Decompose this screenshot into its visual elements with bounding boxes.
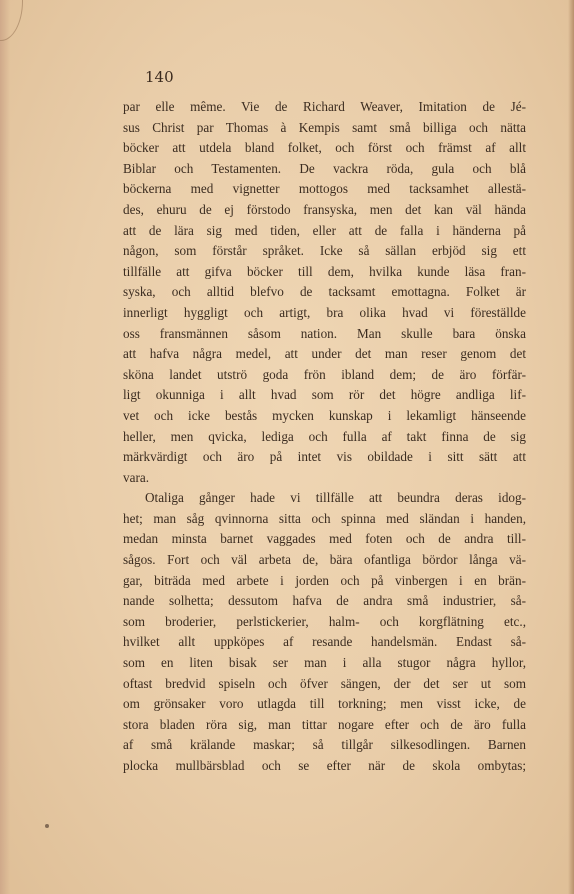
text-line: böcker att utdela bland folket, och först och främst af allt — [123, 140, 526, 156]
text-line: af små krälande maskar; så tillgår silkesodlingen. Barnen — [123, 737, 526, 753]
ink-speck — [45, 824, 49, 828]
text-line: par elle même. Vie de Richard Weaver, Imitation de Jé- — [123, 99, 526, 114]
text-line: någon, som förstår språket. Icke så sällan erbjöd sig ett — [123, 243, 526, 259]
text-line: vara. — [123, 469, 149, 485]
text-line: vet och icke bestås mycken kunskap i lekamligt hänseende — [123, 407, 526, 423]
text-line: des, ehuru de ej förstodo fransyska, men det kan väl hända — [123, 201, 526, 217]
text-line: tillfälle att gifva böcker till dem, hvilka kunde läsa fran- — [123, 263, 526, 279]
page-number: 140 — [145, 68, 174, 86]
text-line: innerligt hyggligt och artigt, bra olika hvad vi föreställde — [123, 304, 526, 320]
text-line: sköna landet utströ goda frön ibland dem; de äro förfär- — [123, 366, 526, 382]
text-line: stora bladen röra sig, man tittar nogare efter och de äro fulla — [123, 716, 526, 732]
text-line: hvilket allt uppköpes af resande handelsmän. Endast så- — [123, 634, 526, 650]
text-line: märkvärdigt och äro på intet vis obildade i sitt sätt att — [123, 449, 526, 465]
text-line: syska, och alltid blefvo de tacksamt emottagna. Folket är — [123, 284, 526, 300]
text-line: medan minsta barnet vaggades med foten och de andra till- — [123, 531, 526, 547]
text-line: Otaliga gånger hade vi tillfälle att beundra deras idog- — [145, 490, 526, 506]
text-line: nande solhetta; dessutom hafva de andra små industrier, så- — [123, 593, 526, 609]
text-line: böckerna med vignetter mottogos med tacksamhet allestä- — [123, 181, 526, 197]
text-line: oss fransmännen såsom nation. Man skulle bara önska — [123, 325, 526, 341]
text-line: att de lära sig med tiden, eller att de falla i händerna på — [123, 222, 526, 238]
text-line: ligt okunniga i allt hvad som rör det högre andliga lif- — [123, 387, 526, 403]
text-line: sågos. Fort och väl arbeta de, bära ofantliga bördor långa vä- — [123, 552, 526, 568]
text-line: plocka mullbärsblad och se efter när de skola ombytas; — [123, 758, 526, 773]
page-left-edge — [0, 0, 10, 894]
text-line: oftast bredvid spiseln och öfver sängen, der det ser ut som — [123, 675, 526, 691]
torn-corner — [0, 0, 23, 41]
text-line: att hafva några medel, att under det man reser genom det — [123, 346, 526, 362]
text-line: gar, biträda med arbete i jorden och på vinbergen i en brän- — [123, 572, 526, 588]
text-line: het; man såg qvinnorna sitta och spinna med sländan i handen, — [123, 510, 526, 526]
text-line: som broderier, perlstickerier, halm- och korgflätning etc., — [123, 613, 526, 629]
body-text — [123, 97, 526, 777]
text-line: sus Christ par Thomas à Kempis samt små billiga och nätta — [123, 119, 526, 135]
text-line: Biblar och Testamenten. De vackra röda, gula och blå — [123, 160, 526, 176]
text-line: som en liten bisak ser man i alla stugor några hyllor, — [123, 655, 526, 671]
text-line: om grönsaker voro utlagda till torkning; men visst icke, de — [123, 696, 526, 712]
text-line: heller, men qvicka, lediga och fulla af takt finna de sig — [123, 428, 526, 444]
page-right-edge — [568, 0, 574, 894]
